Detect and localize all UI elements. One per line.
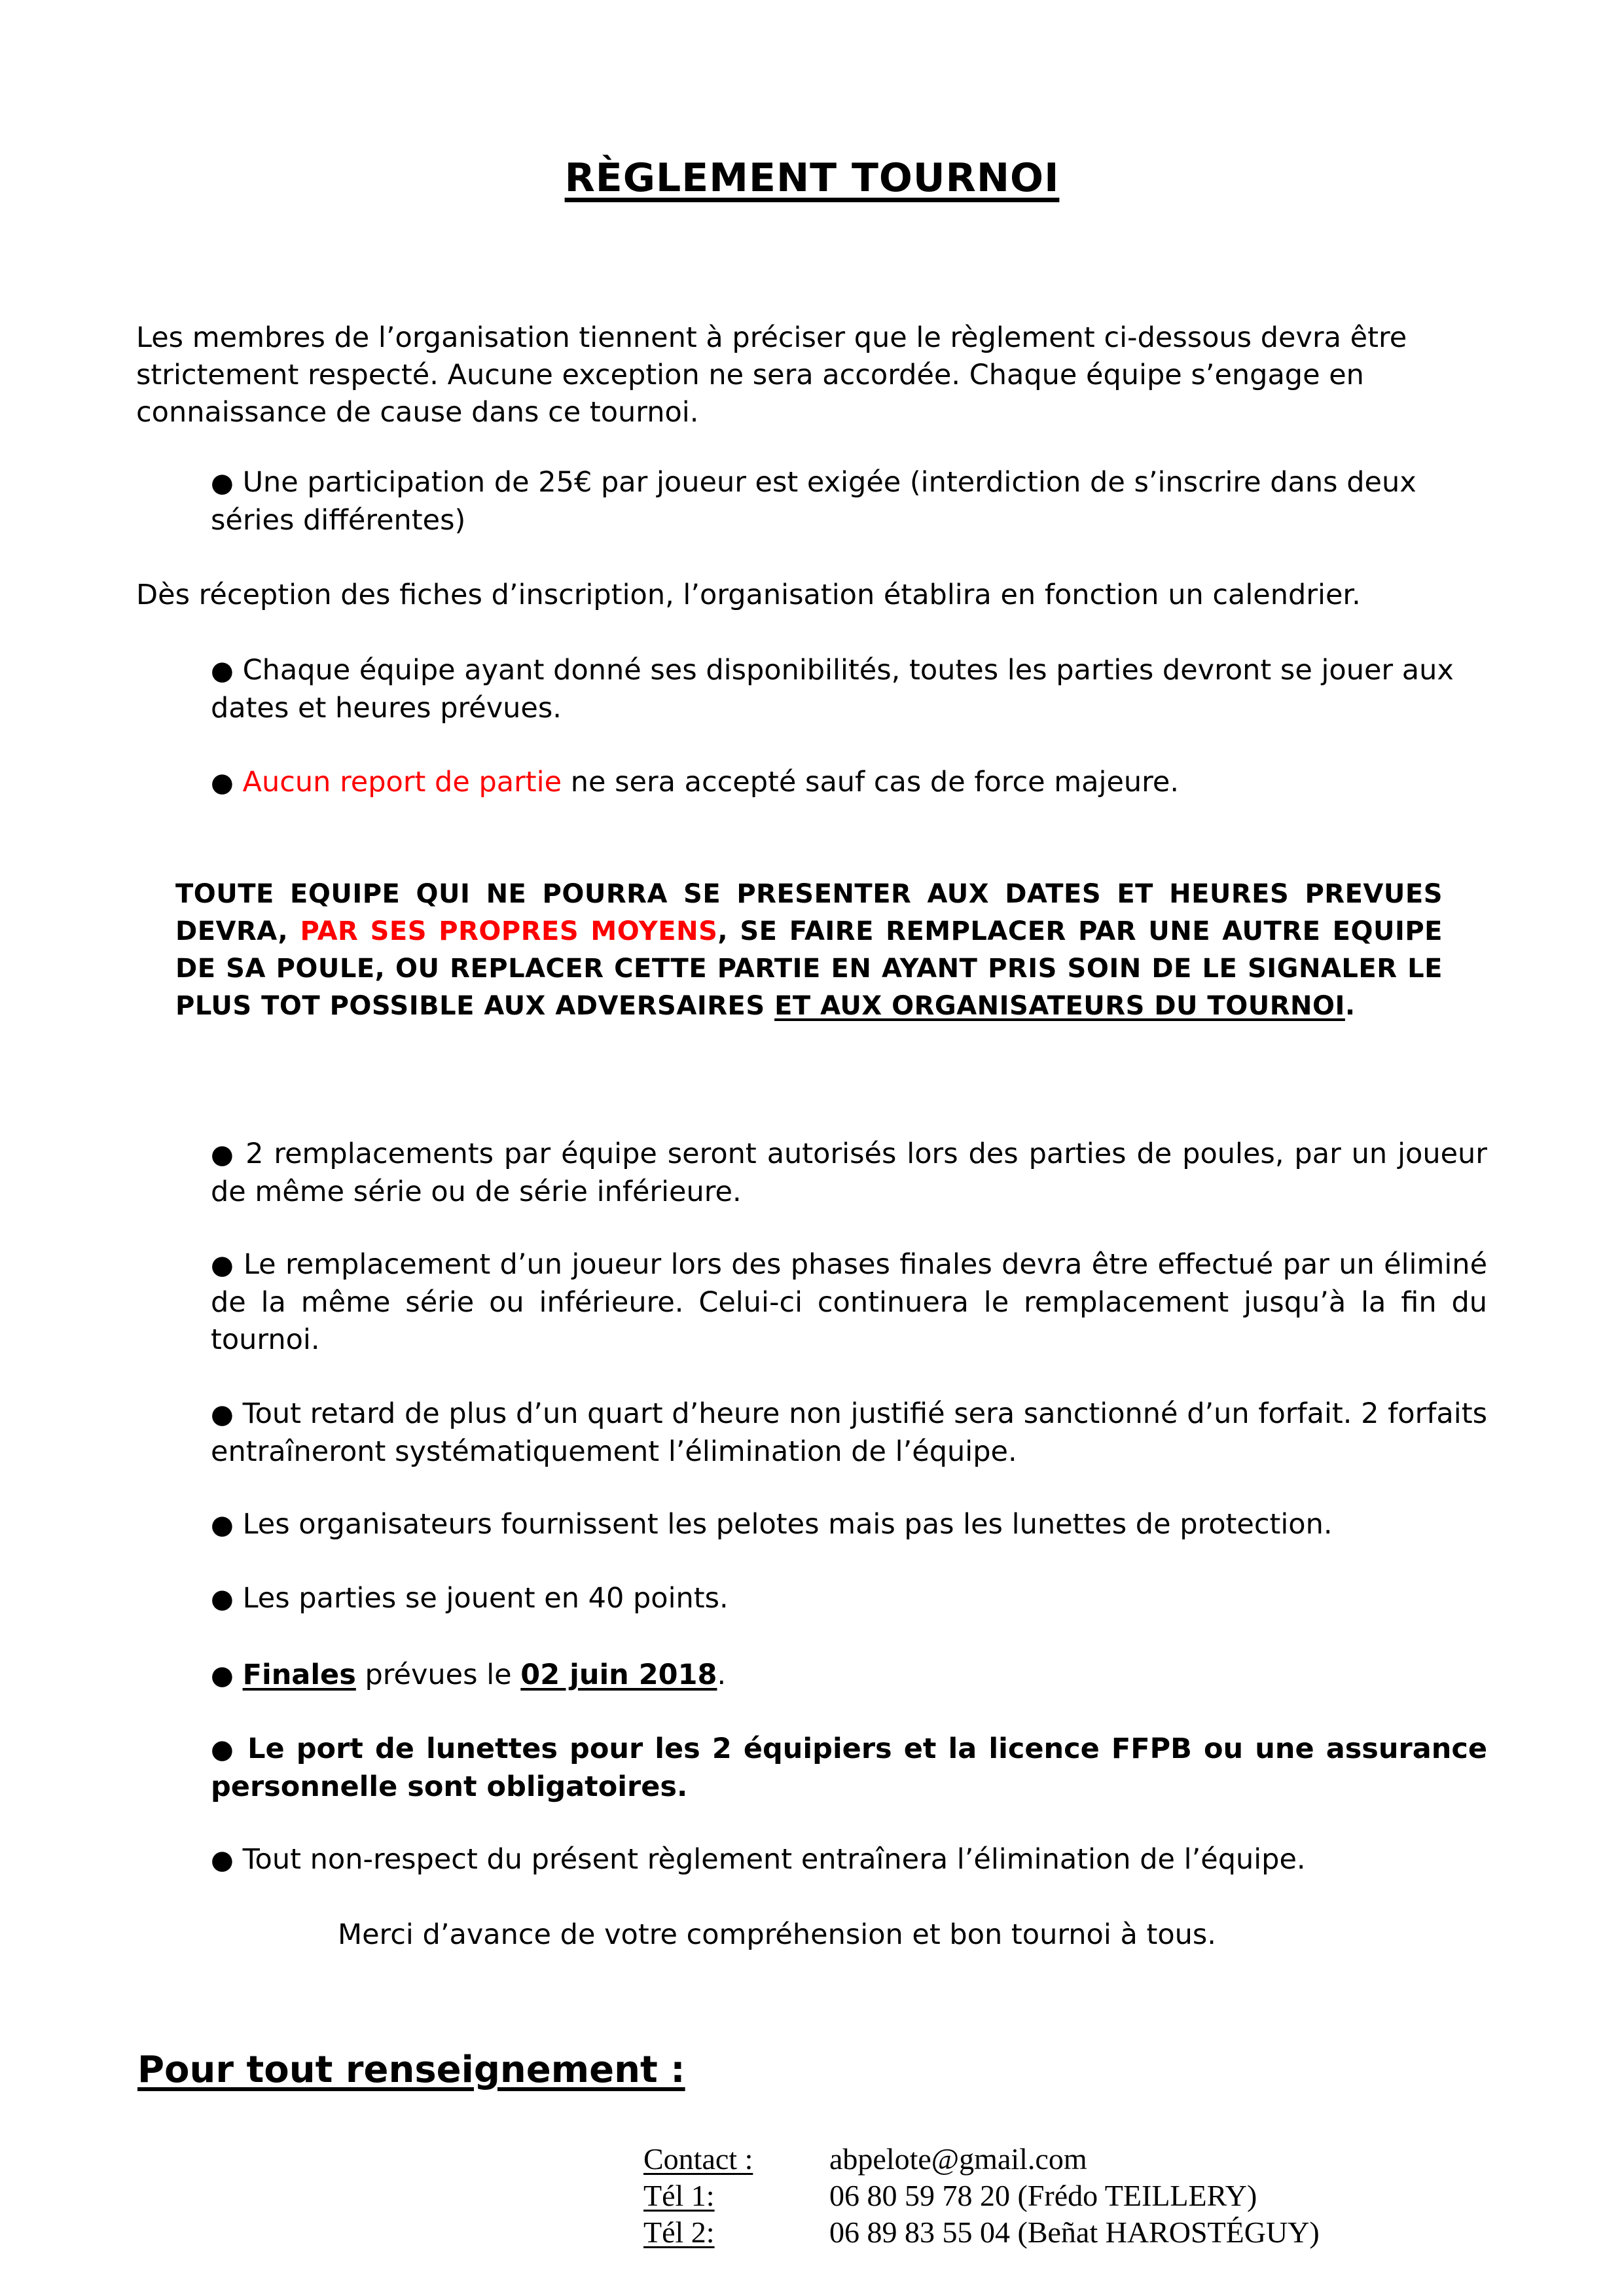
finales-end: . <box>717 1659 727 1691</box>
bullet-finales-date <box>211 1657 1487 1695</box>
warning-highlight: PAR SES PROPRES MOYENS <box>300 916 718 946</box>
contact-phone-2: 06 89 83 55 04 (Beñat HAROSTÉGUY) <box>829 2215 1320 2249</box>
warning-end: . <box>1344 991 1356 1021</box>
bullet-pelotes <box>211 1506 1487 1544</box>
contact-phone-1: 06 80 59 78 20 (Frédo TEILLERY) <box>829 2179 1257 2212</box>
contact-row-email <box>643 2141 1087 2178</box>
bullet-text: Les organisateurs fournissent les pelotes mais pas les lunettes de protection. <box>242 1508 1333 1541</box>
finales-label: Finales <box>242 1659 356 1691</box>
bullet-icon: ● <box>211 1399 234 1429</box>
finales-date: 02 juin 2018 <box>520 1659 717 1691</box>
warning-text-1: TOUTE EQUIPE QUI NE POURRA SE PRESENTER AUX DATES ET HEURES PREVUES DEVRA, <box>175 879 1443 946</box>
closing-text: Merci d’avance de votre compréhension et bon tournoi à tous. <box>338 1918 1216 1951</box>
bullet-text: Tout retard de plus d’un quart d’heure non justifié sera sanctionné d’un forfait. 2 forfaits entraîneront systématiquement l’élimination de l’équipe. <box>211 1397 1487 1468</box>
contact-email[interactable]: abpelote@gmail.com <box>829 2142 1087 2176</box>
bullet-participation <box>211 464 1487 539</box>
bullet-dates <box>211 652 1487 727</box>
bullet-report <box>211 764 1487 802</box>
contact-label: Tél 2: <box>643 2215 715 2249</box>
bullet-text: Chaque équipe ayant donné ses disponibilités, toutes les parties devront se jouer aux dates et heures prévues. <box>211 654 1454 725</box>
warning-underlined: ET AUX ORGANISATEURS DU TOURNOI <box>774 991 1345 1021</box>
bullet-text: 2 remplacements par équipe seront autorisés lors des parties de poules, par un joueur de même série ou de série inférieure. <box>211 1138 1487 1208</box>
bullet-text: Tout non-respect du présent règlement entraînera l’élimination de l’équipe. <box>242 1843 1306 1876</box>
bullet-icon: ● <box>211 1660 234 1691</box>
warning-text-2: , SE FAIRE REMPLACER PAR UNE AUTRE EQUIPE DE SA POULE, OU REPLACER CETTE PARTIE EN AYANT PRIS SOIN DE LE SIGNALER LE PLUS TOT POSSIBLE AUX ADVERSAIRES <box>175 916 1443 1021</box>
intro-paragraph: Les membres de l’organisation tiennent à préciser que le règlement ci-dessous devra être strictement respecté. Aucune exception ne sera accordée. Chaque équipe s’engage en connaissance de cause dans ce tournoi. <box>136 321 1407 429</box>
contact-row-tel-1 <box>643 2178 1257 2214</box>
warning-block <box>175 876 1443 1025</box>
info-heading: Pour tout renseignement : <box>137 2049 685 2091</box>
bullet-remplacements <box>211 1136 1487 1211</box>
bullet-icon: ● <box>211 468 234 498</box>
bullet-respect <box>211 1841 1487 1879</box>
bullet-lunettes <box>211 1731 1487 1806</box>
bullet-icon: ● <box>211 1139 236 1170</box>
bullet-icon: ● <box>211 656 234 686</box>
bullet-icon: ● <box>211 1250 234 1280</box>
report-highlight: Aucun report de partie <box>242 766 562 798</box>
finales-middle: prévues le <box>355 1659 521 1691</box>
calendar-note: Dès réception des fiches d’inscription, l’organisation établira en fonction un calendrier. <box>136 579 1361 611</box>
bullet-points <box>211 1580 1487 1618</box>
bullet-text: Le port de lunettes pour les 2 équipiers et la licence FFPB ou une assurance personnelle sont obligatoires. <box>211 1732 1487 1803</box>
bullet-icon: ● <box>211 1510 234 1540</box>
bullet-icon: ● <box>211 768 234 798</box>
bullet-text: Le remplacement d’un joueur lors des phases finales devra être effectué par un éliminé de la même série ou inférieure. Celui-ci continuera le remplacement jusqu’à la fin du tournoi. <box>211 1248 1488 1356</box>
bullet-text: ne sera accepté sauf cas de force majeure. <box>562 766 1180 798</box>
bullet-icon: ● <box>211 1845 234 1875</box>
bullet-text: Une participation de 25€ par joueur est exigée (interdiction de s’inscrire dans deux séries différentes) <box>211 466 1416 537</box>
contact-row-tel-2 <box>643 2214 1320 2251</box>
bullet-finales-remplacement <box>211 1246 1487 1359</box>
bullet-icon: ● <box>211 1734 236 1765</box>
bullet-icon: ● <box>211 1584 234 1614</box>
contact-label: Contact : <box>643 2142 753 2176</box>
bullet-text: Les parties se jouent en 40 points. <box>242 1582 729 1615</box>
bullet-retard <box>211 1395 1487 1471</box>
contact-label: Tél 1: <box>643 2179 715 2212</box>
page-title: RÈGLEMENT TOURNOI <box>564 155 1060 201</box>
